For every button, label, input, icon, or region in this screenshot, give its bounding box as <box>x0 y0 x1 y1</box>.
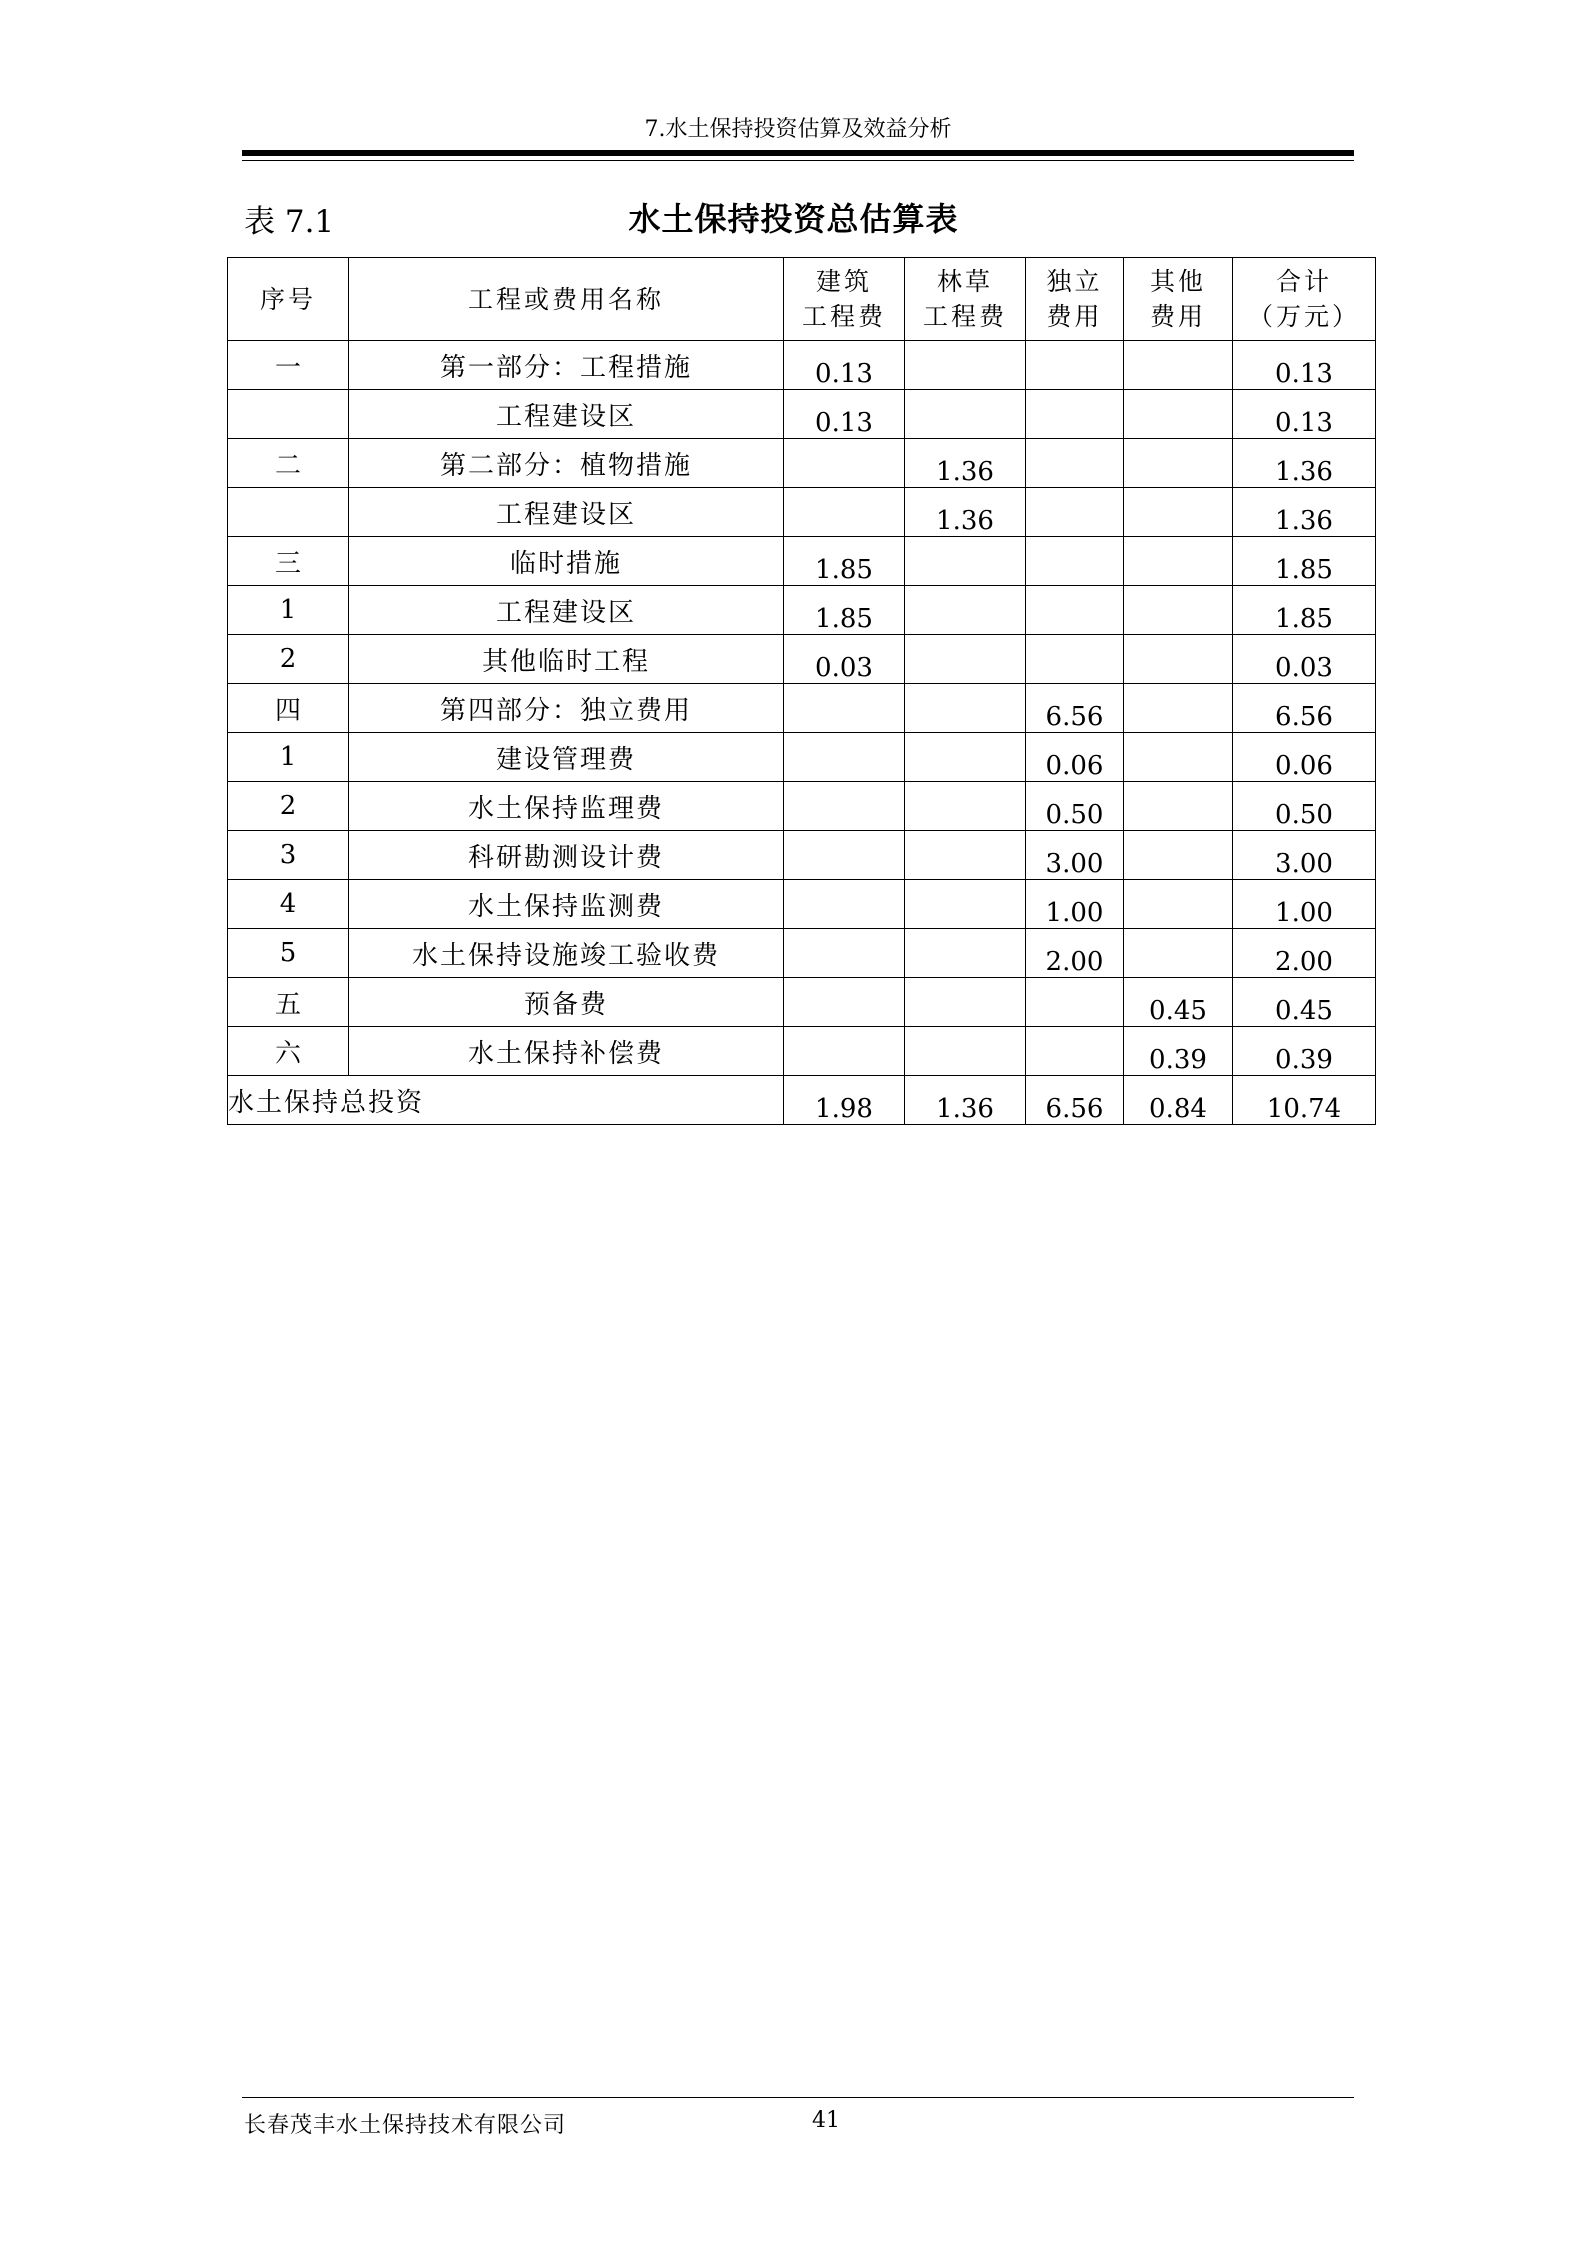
cell-other <box>1124 586 1233 635</box>
cell-construction <box>784 733 905 782</box>
cell-independent: 3.00 <box>1026 831 1124 880</box>
table-title: 水土保持投资总估算表 <box>628 200 959 238</box>
cell-total: 6.56 <box>1233 684 1376 733</box>
cell-other <box>1124 929 1233 978</box>
cell-planting <box>905 390 1026 439</box>
cell-name: 工程建设区 <box>349 586 784 635</box>
cell-name: 临时措施 <box>349 537 784 586</box>
cell-planting: 1.36 <box>905 488 1026 537</box>
table-row <box>228 586 1376 635</box>
cell-construction <box>784 488 905 537</box>
table-row <box>228 684 1376 733</box>
cell-total: 0.50 <box>1233 782 1376 831</box>
table-row <box>228 782 1376 831</box>
cell-other <box>1124 733 1233 782</box>
cell-name: 水土保持监理费 <box>349 782 784 831</box>
cell-seq: 5 <box>228 929 349 978</box>
cell-seq: 五 <box>228 978 349 1027</box>
cell-independent <box>1026 537 1124 586</box>
table-row <box>228 537 1376 586</box>
cell-total: 1.36 <box>1233 488 1376 537</box>
cell-construction <box>784 880 905 929</box>
cell-construction <box>784 978 905 1027</box>
cell-construction <box>784 684 905 733</box>
cell-planting <box>905 537 1026 586</box>
cell-independent <box>1026 488 1124 537</box>
cell-total: 0.13 <box>1233 341 1376 390</box>
cell-seq: 1 <box>228 586 349 635</box>
cell-seq <box>228 390 349 439</box>
table-row <box>228 929 1376 978</box>
cell-construction <box>784 782 905 831</box>
cell-planting: 1.36 <box>905 1076 1026 1125</box>
footer-rule <box>242 2097 1354 2098</box>
cell-independent: 6.56 <box>1026 684 1124 733</box>
cell-seq: 三 <box>228 537 349 586</box>
cell-total: 10.74 <box>1233 1076 1376 1125</box>
cell-total: 1.00 <box>1233 880 1376 929</box>
cell-construction <box>784 831 905 880</box>
cell-construction <box>784 929 905 978</box>
cell-total: 0.06 <box>1233 733 1376 782</box>
cell-seq: 4 <box>228 880 349 929</box>
cell-planting <box>905 880 1026 929</box>
cell-name: 工程建设区 <box>349 390 784 439</box>
table-row <box>228 880 1376 929</box>
cell-independent <box>1026 586 1124 635</box>
cell-seq: 二 <box>228 439 349 488</box>
cell-construction: 1.85 <box>784 537 905 586</box>
col-header-planting: 林草 工程费 <box>905 258 1026 341</box>
cell-seq: 六 <box>228 1027 349 1076</box>
cell-planting <box>905 586 1026 635</box>
cell-other: 0.45 <box>1124 978 1233 1027</box>
cell-construction <box>784 439 905 488</box>
cell-independent <box>1026 439 1124 488</box>
running-header-title: 7.水土保持投资估算及效益分析 <box>644 117 952 142</box>
cell-seq: 3 <box>228 831 349 880</box>
investment-table <box>227 257 1376 1125</box>
cell-planting <box>905 1027 1026 1076</box>
cell-name: 其他临时工程 <box>349 635 784 684</box>
cell-planting <box>905 635 1026 684</box>
cell-seq: 四 <box>228 684 349 733</box>
table-row <box>228 635 1376 684</box>
cell-seq: 2 <box>228 782 349 831</box>
cell-planting <box>905 929 1026 978</box>
cell-other <box>1124 341 1233 390</box>
cell-other: 0.84 <box>1124 1076 1233 1125</box>
table-total-row <box>228 1076 1376 1125</box>
cell-planting <box>905 978 1026 1027</box>
cell-name: 建设管理费 <box>349 733 784 782</box>
cell-independent <box>1026 978 1124 1027</box>
col-header-total: 合计 （万元） <box>1233 258 1376 341</box>
cell-name: 第四部分：独立费用 <box>349 684 784 733</box>
cell-other: 0.39 <box>1124 1027 1233 1076</box>
cell-other <box>1124 488 1233 537</box>
header-rule-thin <box>242 160 1354 161</box>
page-number: 41 <box>812 2108 840 2133</box>
table-row <box>228 488 1376 537</box>
cell-other <box>1124 439 1233 488</box>
table-label: 表 7.1 <box>244 204 335 240</box>
col-header-other: 其他 费用 <box>1124 258 1233 341</box>
cell-total: 3.00 <box>1233 831 1376 880</box>
cell-other <box>1124 782 1233 831</box>
table-header-row <box>228 258 1376 341</box>
col-header-construction: 建筑 工程费 <box>784 258 905 341</box>
cell-construction: 0.13 <box>784 390 905 439</box>
cell-independent <box>1026 635 1124 684</box>
cell-name: 水土保持设施竣工验收费 <box>349 929 784 978</box>
cell-planting: 1.36 <box>905 439 1026 488</box>
cell-planting <box>905 733 1026 782</box>
cell-total: 1.85 <box>1233 586 1376 635</box>
table-row <box>228 341 1376 390</box>
cell-other <box>1124 537 1233 586</box>
cell-other <box>1124 390 1233 439</box>
cell-other <box>1124 684 1233 733</box>
cell-total: 0.03 <box>1233 635 1376 684</box>
cell-planting <box>905 831 1026 880</box>
table-row <box>228 733 1376 782</box>
cell-total: 2.00 <box>1233 929 1376 978</box>
cell-name: 水土保持监测费 <box>349 880 784 929</box>
table-row <box>228 439 1376 488</box>
cell-independent: 1.00 <box>1026 880 1124 929</box>
cell-planting <box>905 782 1026 831</box>
table-row <box>228 1027 1376 1076</box>
cell-seq: 2 <box>228 635 349 684</box>
table-row <box>228 831 1376 880</box>
cell-planting <box>905 341 1026 390</box>
col-header-independent: 独立 费用 <box>1026 258 1124 341</box>
cell-construction: 1.85 <box>784 586 905 635</box>
table-row <box>228 978 1376 1027</box>
cell-total: 0.13 <box>1233 390 1376 439</box>
cell-other <box>1124 880 1233 929</box>
cell-name: 第一部分：工程措施 <box>349 341 784 390</box>
cell-seq: 一 <box>228 341 349 390</box>
cell-total-label: 水土保持总投资 <box>228 1076 784 1125</box>
cell-total: 0.39 <box>1233 1027 1376 1076</box>
col-header-name: 工程或费用名称 <box>349 258 784 341</box>
cell-construction: 1.98 <box>784 1076 905 1125</box>
cell-planting <box>905 684 1026 733</box>
cell-name: 科研勘测设计费 <box>349 831 784 880</box>
cell-name: 第二部分：植物措施 <box>349 439 784 488</box>
table-row <box>228 390 1376 439</box>
cell-total: 1.85 <box>1233 537 1376 586</box>
cell-other <box>1124 635 1233 684</box>
cell-construction: 0.03 <box>784 635 905 684</box>
cell-construction <box>784 1027 905 1076</box>
cell-independent <box>1026 341 1124 390</box>
cell-other <box>1124 831 1233 880</box>
header-rule-thick <box>242 150 1354 156</box>
cell-independent: 0.50 <box>1026 782 1124 831</box>
cell-total: 0.45 <box>1233 978 1376 1027</box>
cell-seq: 1 <box>228 733 349 782</box>
cell-independent: 2.00 <box>1026 929 1124 978</box>
cell-independent <box>1026 1027 1124 1076</box>
cell-name: 预备费 <box>349 978 784 1027</box>
cell-total: 1.36 <box>1233 439 1376 488</box>
footer-company-name: 长春茂丰水土保持技术有限公司 <box>244 2113 567 2138</box>
cell-independent: 6.56 <box>1026 1076 1124 1125</box>
cell-independent: 0.06 <box>1026 733 1124 782</box>
col-header-seq: 序号 <box>228 258 349 341</box>
cell-name: 工程建设区 <box>349 488 784 537</box>
cell-construction: 0.13 <box>784 341 905 390</box>
cell-seq <box>228 488 349 537</box>
cell-independent <box>1026 390 1124 439</box>
cell-name: 水土保持补偿费 <box>349 1027 784 1076</box>
